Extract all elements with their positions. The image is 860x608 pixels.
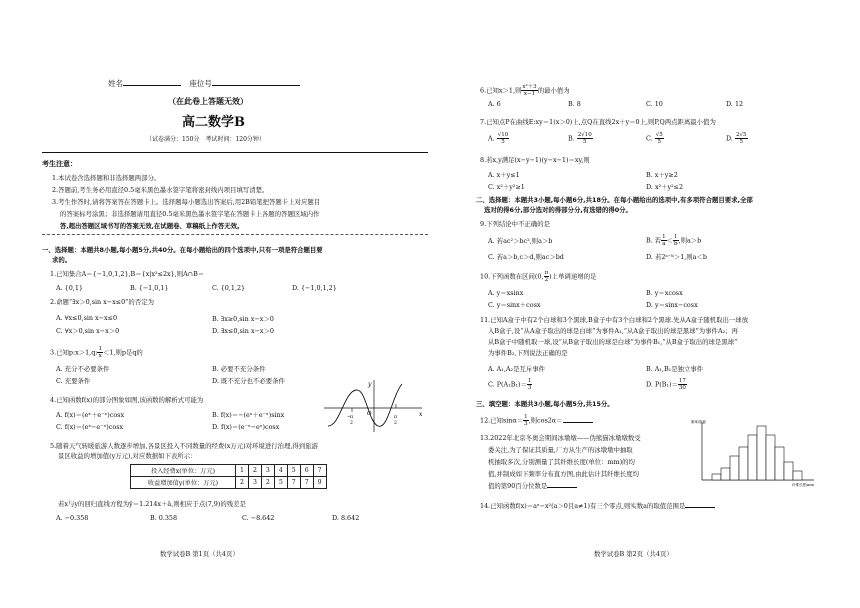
answer-blank[interactable] <box>547 487 577 488</box>
q13-line3: 机抽取多次,分别测量了其纤维长度(单位：mm)的均 <box>488 458 635 466</box>
fraction: $\frac{17}{30}$ <box>678 378 686 391</box>
q6-option-d[interactable]: D. 12 <box>726 100 744 108</box>
q1-option-a[interactable]: A. {0,1} <box>56 284 83 292</box>
notice-item: 3.考生作答时,请将答案答在答题卡上。选择题每小题选出答案后,用2B铅笔把答题卡上对应题目 <box>52 198 321 206</box>
divider <box>42 152 428 153</box>
fraction: $\frac{√5}{5}$ <box>655 132 663 145</box>
no-answer-note: （在此卷上答题无效） <box>168 96 248 106</box>
q6-stem: 6.已知x＞1,则 $\frac{\text{x²＋3}}{x-1}$ 的最小值为 <box>480 84 570 97</box>
page-right <box>476 0 836 608</box>
q3-fraction: $\frac{1}{x}$ <box>98 346 102 359</box>
q4-option-d[interactable]: D. f(x)＝(e⁻ˣ−eˣ)cosx <box>212 423 280 431</box>
q4-stem: 4.已知函数f(x)的部分图象如图,该函数的解析式可能为 <box>50 396 204 404</box>
q1-option-c[interactable]: C. {0,1,2} <box>212 284 246 292</box>
q11-line3: 从B盒子中随机取一球,设“从B盒子取出的球是白球”为事件B₁,“从B盒子取出的球是黑球” <box>488 338 738 346</box>
q10-option-d[interactable]: D. y＝sinx−cosx <box>646 301 698 309</box>
q4-graph <box>322 378 426 434</box>
name-field[interactable]: 姓名 座位号 <box>108 80 300 88</box>
section2-title-cont: 选对的得6分,部分选对的得部分分,有选错的得0分。 <box>484 206 632 214</box>
pi-label: π <box>394 415 397 420</box>
q8-option-a[interactable]: A. x＋y≤1 <box>488 171 520 179</box>
q6-fraction: $\frac{\text{x²＋3}}{x-1}$ <box>522 84 537 97</box>
q8-option-d[interactable]: D. x²＋y²≤2 <box>646 183 684 191</box>
histogram-bar <box>730 456 739 480</box>
q5-option-b[interactable]: B. 0.358 <box>150 514 178 522</box>
histogram-bar <box>757 426 766 480</box>
q4-option-b[interactable]: B. f(x)＝−(eˣ＋e⁻ˣ)sinx <box>212 411 285 419</box>
q3-option-a[interactable]: A. 充分不必要条件 <box>56 365 110 373</box>
q4-option-c[interactable]: C. f(x)＝(eˣ−e⁻ˣ)cosx <box>56 423 124 431</box>
q10-stem: 10.下列函数在区间(0, $\frac{\pi}{2}$ )上单调递增的是 <box>480 270 597 283</box>
q13-line4: 值,并制成如下频率分布直方图,由此估计其纤维长度均 <box>488 470 640 478</box>
q11-line2: 入B盒子,设“从A盒子取出的球是白球”为事件A₁,“从A盒子取出的球是黑球”为事件A₂；再 <box>488 327 738 335</box>
q3-stem: 3.已知p:x＞1,q: $\frac{1}{x}$ ＜1,则p是q的 <box>50 346 143 359</box>
page-left <box>42 0 428 608</box>
notice-item: 2.答题前,考生务必用直径0.5毫米黑色墨水签字笔将密封线内项目填写清楚。 <box>52 186 269 194</box>
histogram-bars <box>712 426 802 480</box>
q2-option-b[interactable]: B. ∃x≥0,sin x−x＞0 <box>212 315 274 323</box>
q2-option-d[interactable]: D. ∃x≤0,sin x−x＞0 <box>212 327 274 335</box>
q7-option-a[interactable]: A. $\frac{√10}{5}$ <box>488 132 509 145</box>
q9-option-c[interactable]: C. 若a＞b,c＞d,则ac＞bd <box>488 253 564 261</box>
q14-stem: 14.已知函数f(x)＝aˣ−x²(a＞0且a≠1)有三个零点,则实数a的取值范围是 <box>480 502 715 510</box>
section1-title-cont: 求的。 <box>52 256 72 264</box>
q13-line1: 13.2022年北京冬奥会期间冰墩墩——伪熊猫冰墩墩数受 <box>480 434 641 442</box>
two-label: 2 <box>394 421 397 426</box>
q3-option-d[interactable]: D. 既不充分也不必要条件 <box>212 377 285 385</box>
q5-option-c[interactable]: C. −8.642 <box>242 514 275 522</box>
answer-blank[interactable] <box>685 507 715 508</box>
q11-line1: 11.已知A盒子中有2个白球和3个黑球,B盒子中有3个白球和2个黑球.先从A盒子随机取出一球放 <box>480 316 749 324</box>
q4-option-a[interactable]: A. f(x)＝(eˣ＋e⁻ˣ)cosx <box>56 411 125 419</box>
x-axis-label: 纤维长度/mm <box>792 483 814 487</box>
q5-line1: 5.随着天气转暖旅游人数逐步增加,各景区投入不同数量的经费(x万元)对环境进行治理,得到旅游 <box>50 442 318 450</box>
x-label: x <box>419 411 423 418</box>
table-row: 收益增加值y(单位：万元) 2 3 2 5 7 7 9 <box>131 477 327 489</box>
q13-line2: 委关注,为了保证其质量,厂方从生产的冰墩墩中抽取 <box>488 446 633 454</box>
q10-option-a[interactable]: A. y＝xsinx <box>488 289 524 297</box>
fraction: $\frac{1}{3}$ <box>527 378 532 391</box>
dashed-divider <box>42 234 428 235</box>
fraction: $\frac{1}{a}$ <box>662 234 666 247</box>
q11-option-b[interactable]: B. A₁,B₁是独立事件 <box>646 365 704 373</box>
page-title: 高二数学B <box>182 115 245 130</box>
q7-option-b[interactable]: B. $\frac{2√10}{5}$ <box>568 132 592 145</box>
footer-left: 数学试卷B 第1页（共4页） <box>160 550 239 558</box>
neg-sign: − <box>347 415 351 420</box>
q5-option-a[interactable]: A. −0.358 <box>56 514 89 522</box>
fraction: $\frac{√10}{5}$ <box>497 132 509 145</box>
fraction: $\frac{\pi}{2}$ <box>544 270 549 283</box>
histogram-chart <box>690 418 818 488</box>
q7-stem: 7.已知点P在曲线E:xy＝1(x＞0)上,点Q在直线2x＋y＝0上,则P,Q两点距离最小值为 <box>480 118 716 126</box>
histogram-bar <box>748 435 757 480</box>
y-axis-label: 频率/组距 <box>691 420 707 424</box>
q13-line5: 值的第90百分位数是 <box>488 482 577 490</box>
q2-option-a[interactable]: A. ∀x≤0,sin x−x≤0 <box>56 314 118 322</box>
q11-option-d[interactable]: D. P(B₁)＝ $\frac{17}{30}$ <box>646 378 686 391</box>
notice-item: 1.本试卷含选择题和非选择题两部分。 <box>52 174 161 182</box>
fraction: $\frac{1}{3}$ <box>524 414 528 427</box>
q11-option-c[interactable]: C. P(A₁B₁)＝ $\frac{1}{3}$ <box>488 378 532 391</box>
origin-label: O <box>367 411 372 417</box>
notice-item: 答,超出答题区域书写的答案无效,在试题卷、草稿纸上作答无效。 <box>60 222 244 230</box>
q1-stem: 1.已知集合A＝{−1,0,1,2},B＝{x|x²≤2x},则A∩B＝ <box>50 270 205 278</box>
q9-option-a[interactable]: A. 若ac²＞bc²,则a＞b <box>488 237 553 245</box>
table-row: 投入经费x(单位：万元) 1 2 3 4 5 6 7 <box>131 465 327 477</box>
section1-title: 一、选择题：本题共8小题,每小题5分,共40分。在每小题给出的四个选项中,只有一项是符合题目要 <box>42 246 323 254</box>
q9-stem: 9.下列结论中不正确的是 <box>480 220 551 228</box>
q7-option-c[interactable]: C. $\frac{√5}{5}$ <box>646 132 663 145</box>
q11-line4: 为事件B₂,下列说法正确的是 <box>488 349 568 357</box>
q5-line3: 若x与y的回归直线方程为ŷ＝1.214x＋â,则相应于点(7,9)的残差是 <box>58 500 246 508</box>
y-label: y <box>368 381 372 388</box>
q10-option-b[interactable]: B. y＝xcosx <box>646 289 683 297</box>
q9-option-d[interactable]: D. 若2ᵃ⁻ᵇ＞1,则a＜b <box>646 253 707 261</box>
section3-title: 三、填空题：本题共3小题,每小题5分,共15分。 <box>476 400 614 408</box>
q1-option-b[interactable]: B. {−1,0,1} <box>130 284 169 292</box>
q5-line2: 景区收益的增加值(y万元),对应数据如下表所示： <box>58 452 197 460</box>
histogram-bar <box>766 435 775 480</box>
histogram-bar <box>784 462 793 480</box>
q3-option-c[interactable]: C. 充要条件 <box>56 377 91 385</box>
q6-option-c[interactable]: C. 10 <box>646 100 663 108</box>
two-label: 2 <box>350 421 353 426</box>
page-subtitle: （试卷满分：150分 考试时间：120分钟） <box>146 136 265 143</box>
q2-option-c[interactable]: C. ∀x＞0,sin x−x＞0 <box>56 327 120 335</box>
seat-blank <box>212 85 300 86</box>
histogram-bar <box>793 471 802 480</box>
q8-option-b[interactable]: B. x＋y≥2 <box>646 171 678 179</box>
histogram-bar <box>739 447 748 480</box>
notice-title: 考生注意： <box>42 160 77 168</box>
q8-option-c[interactable]: C. x²＋y²≥1 <box>488 183 525 191</box>
q9-option-b[interactable]: B. 若 $\frac{1}{a}$ ＜ $\frac{1}{b}$ ,则a＞b <box>646 234 702 247</box>
q1-option-d[interactable]: D. {−1,0,1,2} <box>292 284 337 292</box>
fraction: $\frac{1}{b}$ <box>674 234 678 247</box>
fraction: $\frac{2√10}{5}$ <box>577 132 592 145</box>
q6-option-a[interactable]: A. 6 <box>488 100 501 108</box>
pi-label: π <box>350 415 353 420</box>
section2-title: 二、选择题：本题共3小题,每小题6分,共18分。在每小题给出的选项中,有多项符合题目要求,全部 <box>476 196 753 204</box>
q6-option-b[interactable]: B. 8 <box>568 100 581 108</box>
footer-right: 数学试卷B 第2页（共4页） <box>594 550 673 558</box>
fraction: $\frac{2√5}{5}$ <box>735 132 747 145</box>
notice-item: 的答案标号涂黑；非选择题请用直径0.5毫米黑色墨水签字笔在答题卡上各题的答题区域内作 <box>60 210 320 218</box>
q5-option-d[interactable]: D. 8.642 <box>332 514 360 522</box>
q8-stem: 8.若x,y满足(x−y−1)(y−x−1)＝xy,则 <box>480 156 590 164</box>
q7-option-d[interactable]: D. $\frac{2√5}{5}$ <box>726 132 747 145</box>
q11-option-a[interactable]: A. A₁,A₂是互斥事件 <box>488 365 546 373</box>
histogram-bar <box>775 447 784 480</box>
q5-table <box>130 464 327 489</box>
q10-option-c[interactable]: C. y＝sinx＋cosx <box>488 301 541 309</box>
histogram-bar <box>712 474 721 480</box>
histogram-bar <box>721 468 730 480</box>
answer-blank[interactable] <box>563 422 593 423</box>
curve <box>328 384 402 426</box>
q12-stem: 12.已知sinα＝ $\frac{1}{3}$ ,则cos2α＝ <box>480 414 593 427</box>
q3-option-b[interactable]: B. 必要不充分条件 <box>212 365 266 373</box>
q2-stem: 2.命题“∃x＞0,sin x−x≤0”的否定为 <box>50 298 154 306</box>
name-blank <box>123 85 181 86</box>
